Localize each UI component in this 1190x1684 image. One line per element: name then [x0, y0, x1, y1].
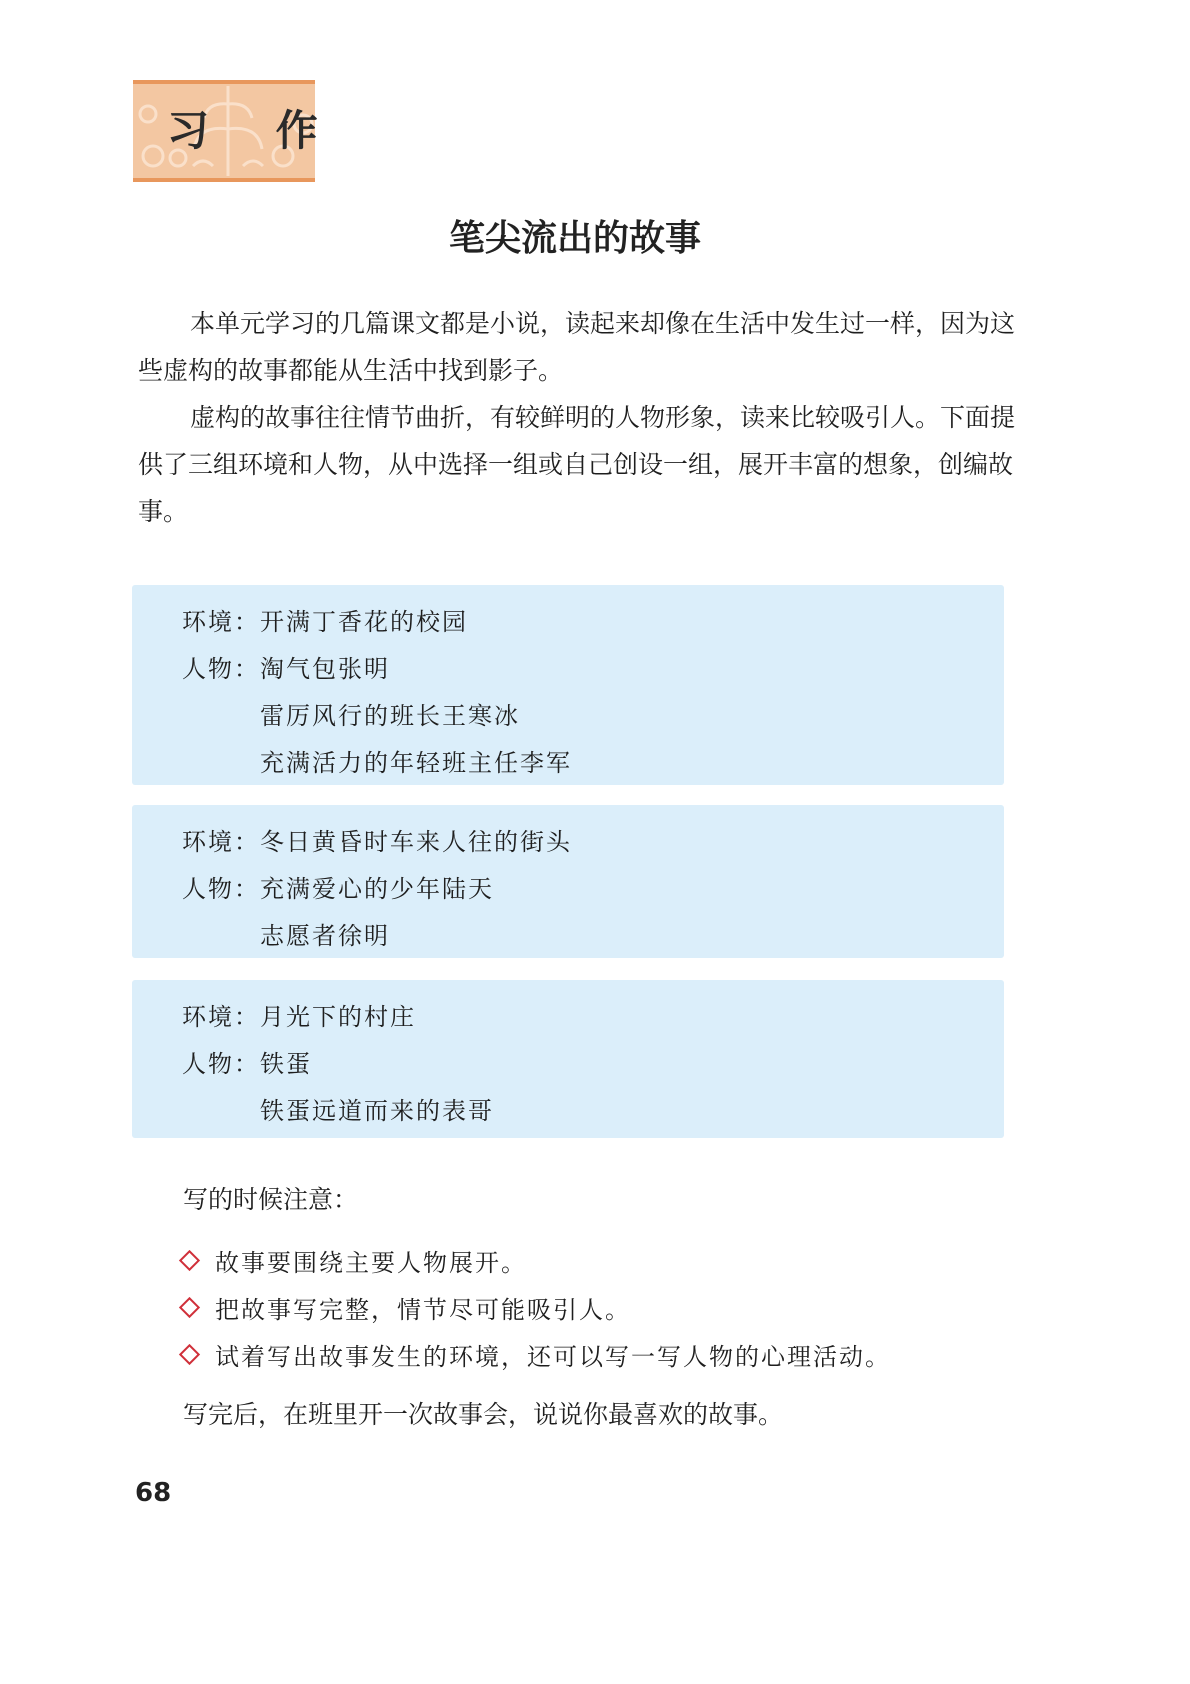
person-name: 充满活力的年轻班主任李军 — [260, 749, 572, 777]
environment-row — [182, 819, 1004, 866]
person-name: 雷厉风行的班长王寒冰 — [260, 702, 520, 730]
people-label: 人物： — [182, 1050, 260, 1078]
environment-value: 冬日黄昏时车来人往的街头 — [260, 828, 572, 856]
environment-label: 环境： — [182, 608, 260, 636]
intro-text — [138, 300, 1023, 535]
environment-label: 环境： — [182, 828, 260, 856]
tip-text: 试着写出故事发生的环境，还可以写一写人物的心理活动。 — [215, 1343, 891, 1371]
person-name: 淘气包张明 — [260, 655, 390, 683]
section-badge — [133, 80, 344, 182]
people-label: 人物： — [182, 655, 260, 683]
environment-label: 环境： — [182, 1003, 260, 1031]
closing-text: 写完后，在班里开一次故事会，说说你最喜欢的故事。 — [183, 1400, 784, 1429]
person-name: 志愿者徐明 — [260, 922, 390, 950]
person-row — [182, 693, 1004, 740]
diamond-bullet-icon — [179, 1344, 200, 1365]
tip-text: 故事要围绕主要人物展开。 — [215, 1249, 527, 1277]
scenario-card-2 — [132, 805, 1004, 958]
diamond-bullet-icon — [179, 1297, 200, 1318]
page-title: 笔尖流出的故事 — [448, 217, 701, 259]
person-name: 铁蛋 — [260, 1050, 312, 1078]
people-label: 人物： — [182, 875, 260, 903]
environment-row — [182, 599, 1004, 646]
people-row — [182, 646, 1004, 693]
badge-label: 习 作 — [167, 106, 344, 155]
notes-heading: 写的时候注意： — [183, 1185, 359, 1214]
writing-tips-list — [180, 1240, 891, 1381]
list-item — [180, 1334, 891, 1381]
person-row — [182, 1088, 1004, 1135]
person-row — [182, 913, 1004, 960]
list-item — [180, 1287, 891, 1334]
intro-paragraph-1: 本单元学习的几篇课文都是小说，读起来却像在生活中发生过一样，因为这些虚构的故事都能从生活中找到影子。 — [138, 309, 1016, 385]
scenario-card-3 — [132, 980, 1004, 1138]
person-name: 充满爱心的少年陆天 — [260, 875, 494, 903]
list-item — [180, 1240, 891, 1287]
environment-value: 开满丁香花的校园 — [260, 608, 468, 636]
environment-value: 月光下的村庄 — [260, 1003, 416, 1031]
person-name: 铁蛋远道而来的表哥 — [260, 1097, 494, 1125]
scenario-card-1 — [132, 585, 1004, 785]
person-row — [182, 740, 1004, 787]
diamond-bullet-icon — [179, 1250, 200, 1271]
tip-text: 把故事写完整，情节尽可能吸引人。 — [215, 1296, 631, 1324]
environment-row — [182, 994, 1004, 1041]
intro-paragraph-2: 虚构的故事往往情节曲折，有较鲜明的人物形象，读来比较吸引人。下面提供了三组环境和人物，从中选择一组或自己创设一组，展开丰富的想象，创编故事。 — [138, 403, 1016, 526]
people-row — [182, 1041, 1004, 1088]
people-row — [182, 866, 1004, 913]
page-number: 68 — [135, 1478, 172, 1508]
